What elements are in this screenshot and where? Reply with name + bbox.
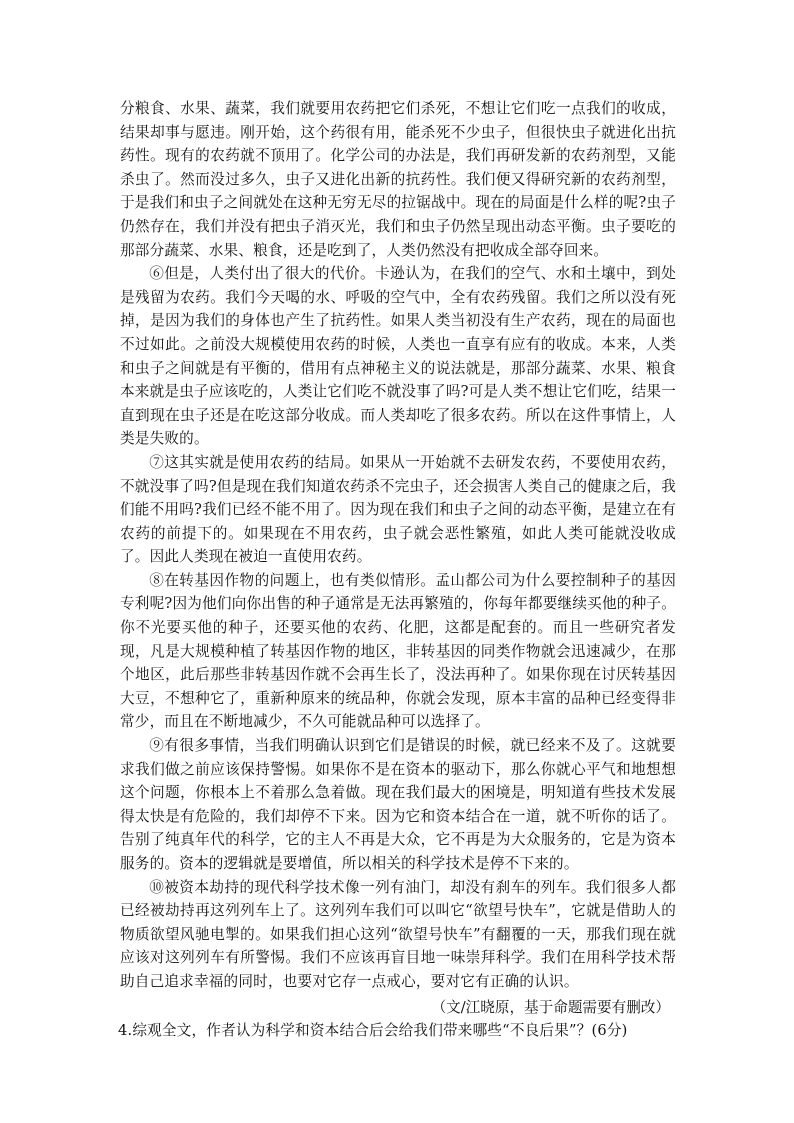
paragraph-5-continuation: 分粮食、水果、蔬菜，我们就要用农药把它们杀死，不想让它们吃一点我们的收成，结果却事与愿违。刚开始，这个药很有用，能杀死不少虫子，但很快虫子就进化出抗药性。现有的农药就不顶用了。化学公司的办法是，我们再研发新的农药剂型，又能杀虫了。然而没过多久，虫子又进化出新的抗药性。我们便又得研究新的农药剂型，于是我们和虫子之间就处在这种无穷无尽的拉锯战中。现在的局面是什么样的呢?虫子仍然存在，我们并没有把虫子消灭光，我们和虫子仍然呈现出动态平衡。虫子要吃的那部分蔬菜、水果、粮食，还是吃到了，人类仍然没有把收成全部夺回来。 xyxy=(120,100,676,259)
question-4: 4.综观全文，作者认为科学和资本结合后会给我们带来哪些“不良后果”？(6分) xyxy=(118,1022,628,1040)
paragraph-8: ⑧在转基因作物的问题上，也有类似情形。孟山都公司为什么要控制种子的基因专利呢?因为他们向你出售的种子通常是无法再繁殖的，你每年都要继续买他的种子。你不光要买他的种子，还要买他的农药、化肥，这都是配套的。而且一些研究者发现，凡是大规模种植了转基因作物的地区，非转基因的同类作物就会迅速减少，在那个地区，此后那些非转基因作就不会再生长了，没法再种了。如果你现在讨厌转基因大豆，不想种它了，重新种原来的统品种，你就会发现，原本丰富的品种已经变得非常少，而且在不断地减少，不久可能就品种可以选择了。 xyxy=(120,571,676,731)
paragraph-10: ⑩被资本劫持的现代科学技术像一列有油门，却没有刹车的列车。我们很多人都已经被劫持再这列列车上了。这列列车我们可以叫它“欲望号快车”，它就是借助人的物质欲望风驰电掣的。如果我们担心这列“欲望号快车”有翻覆的一天，那我们现在就应该对这列列车有所警惕。我们不应该再盲目地一味崇拜科学。我们在用科学技术帮助自己追求幸福的同时，也要对它存一点戒心，要对它有正确的认识。 xyxy=(120,878,676,990)
paragraph-7: ⑦这其实就是使用农药的结局。如果从一开始就不去研发农药，不要使用农药，不就没事了吗?但是现在我们知道农药杀不完虫子，还会损害人类自己的健康之后，我们能不用吗?我们已经不能不用了。因为现在我们和虫子之间的动态平衡，是建立在有农药的前提下的。如果现在不用农药，虫子就会恶性繁殖，如此人类可能就没收成了。因此人类现在被迫一直使用农药。 xyxy=(120,453,676,566)
document-page xyxy=(120,97,676,1043)
source-attribution: （文/江晓原，基于命题需要有删改） xyxy=(431,998,670,1016)
paragraph-9: ⑨有很多事情，当我们明确认识到它们是错误的时候，就已经来不及了。这就要求我们做之前应该保持警惕。如果你不是在资本的驱动下，那么你就心平气和地想想这个问题，你根本上不着那么急着做。现在我们最大的困境是，明知道有些技术发展得太快是有危险的，我们却停不下来。因为它和资本结合在一道，就不听你的话了。告别了纯真年代的科学，它的主人不再是大众，它不再是为大众服务的，它是为资本服务的。资本的逻辑就是要增值，所以相关的科学技术是停不下来的。 xyxy=(120,737,676,872)
paragraph-6: ⑥但是，人类付出了很大的代价。卡逊认为，在我们的空气、水和土壤中，到处是残留为农药。我们今天喝的水、呼吸的空气中，全有农药残留。我们之所以没有死掉，是因为我们的身体也产生了抗药性。如果人类当初没有生产农药，现在的局面也不过如此。之前没大规模使用农药的时候，人类也一直享有应有的收成。本来，人类和虫子之间就是有平衡的，借用有点神秘主义的说法就是，那部分蔬菜、水果、粮食本来就是虫子应该吃的，人类让它们吃不就没事了吗?可是人类不想让它们吃，结果一直到现在虫子还是在吃这部分收成。而人类却吃了很多农药。所以在这件事情上，人类是失败的。 xyxy=(120,265,676,448)
